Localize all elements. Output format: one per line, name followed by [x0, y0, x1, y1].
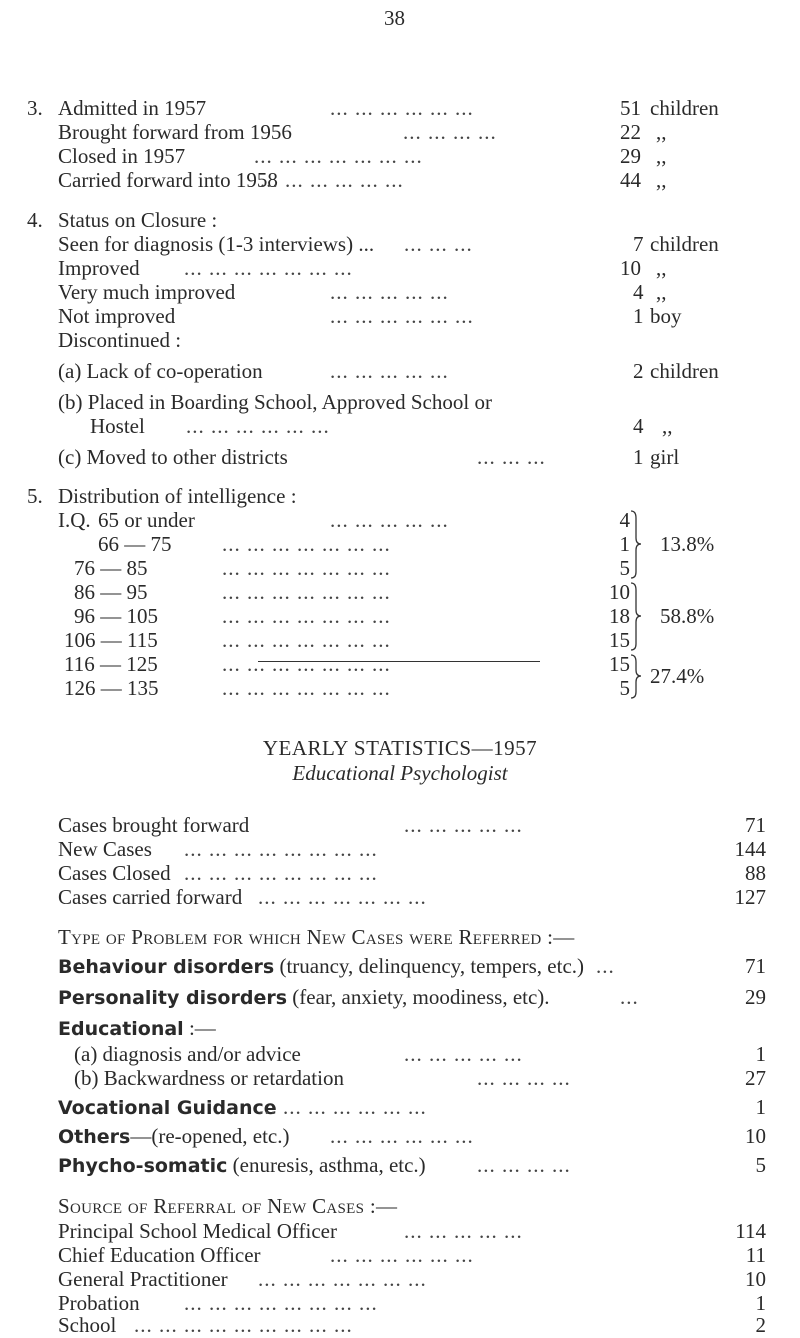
referral-label: Chief Education Officer — [58, 1243, 261, 1267]
very-much-improved-label: Very much improved — [58, 280, 236, 304]
leader-dots: ... ... ... — [477, 445, 546, 469]
iq-range: 66 — 75 — [98, 532, 172, 556]
problem-detail: :— — [183, 1016, 216, 1040]
iq-range: 106 — 115 — [64, 628, 158, 652]
moved-districts-unit: girl — [650, 445, 680, 469]
referral-heading: Source of Referral of New Cases :— — [58, 1194, 398, 1218]
leader-dots: ... ... ... ... ... ... ... — [222, 604, 391, 628]
leader-dots: ... ... ... ... ... ... ... — [254, 144, 423, 168]
grouping-braces — [628, 508, 652, 700]
problem-value: 71 — [745, 954, 766, 978]
referral-label: Probation — [58, 1291, 140, 1315]
group-percent: 13.8% — [660, 532, 715, 556]
leader-dots: ... ... ... ... ... ... — [330, 96, 474, 120]
admitted-label: Admitted in 1957 — [58, 96, 207, 120]
problem-detail: —(re-opened, etc.) — [130, 1124, 290, 1148]
iq-range: 65 or under — [98, 508, 195, 532]
problem-value: 29 — [745, 985, 766, 1009]
ditto-mark: ,, — [656, 168, 667, 192]
iq-count: 5 — [619, 556, 630, 580]
leader-dots: ... — [596, 954, 615, 978]
iq-range: 86 — 95 — [74, 580, 148, 604]
leader-dots: ... ... ... ... ... ... ... — [222, 580, 391, 604]
problem-value: 1 — [755, 1042, 766, 1066]
problem-row — [58, 1124, 290, 1149]
referral-value: 11 — [745, 1243, 766, 1267]
problem-sub-label: (a) diagnosis and/or advice — [74, 1042, 301, 1066]
leader-dots: ... ... ... ... ... — [404, 1219, 523, 1243]
leader-dots: ... ... ... ... ... ... ... ... — [184, 1291, 378, 1315]
leader-dots: ... ... ... ... ... ... ... — [222, 556, 391, 580]
leader-dots: ... ... ... ... — [477, 1066, 571, 1090]
ditto-mark: ,, — [656, 120, 667, 144]
section-5-heading: Distribution of intelligence : — [58, 484, 297, 508]
leader-dots: ... ... ... ... ... ... ... — [222, 532, 391, 556]
problem-row — [58, 1153, 426, 1178]
problem-row — [58, 1016, 216, 1041]
problem-value: 1 — [755, 1095, 766, 1119]
leader-dots: ... ... ... ... — [403, 120, 497, 144]
leader-dots: ... ... ... ... ... ... ... — [184, 256, 353, 280]
problem-value: 5 — [755, 1153, 766, 1177]
ditto-mark: ,, — [656, 144, 667, 168]
problem-value: 10 — [745, 1124, 766, 1148]
leader-dots: ... ... ... ... ... ... — [330, 1243, 474, 1267]
leader-dots: ... ... ... ... ... ... — [330, 304, 474, 328]
iq-count: 1 — [619, 532, 630, 556]
leader-dots: ... ... ... ... ... ... ... — [258, 1267, 427, 1291]
leader-dots: ... ... ... ... ... ... — [330, 1124, 474, 1148]
group-percent: 58.8% — [660, 604, 715, 628]
leader-dots: ... ... ... ... ... — [330, 508, 449, 532]
problem-category: Educational — [58, 1018, 184, 1040]
discontinued-label: Discontinued : — [58, 328, 182, 352]
leader-dots: ... ... ... ... ... — [404, 1042, 523, 1066]
boarding-school-value: 4 — [633, 414, 644, 438]
problem-detail: (enuresis, asthma, etc.) — [227, 1153, 426, 1177]
seen-for-diagnosis-value: 7 — [633, 232, 644, 256]
stats-value: 127 — [734, 885, 766, 909]
iq-count: 10 — [609, 580, 630, 604]
section-4-heading: Status on Closure : — [58, 208, 218, 232]
brought-forward-label: Brought forward from 1956 — [58, 120, 292, 144]
problem-category: Behaviour disorders — [58, 956, 275, 978]
closed-value: 29 — [620, 144, 641, 168]
leader-dots: ... — [620, 985, 639, 1009]
referral-value: 2 — [755, 1313, 766, 1337]
problem-heading: Type of Problem for which New Cases were Referred :— — [58, 925, 575, 949]
problem-value: 27 — [745, 1066, 766, 1090]
problem-row — [58, 985, 550, 1010]
leader-dots: ... ... ... ... ... — [330, 359, 449, 383]
ditto-mark: ,, — [656, 256, 667, 280]
problem-row — [58, 954, 584, 979]
stats-label: Cases Closed — [58, 861, 171, 885]
brace-high — [631, 655, 641, 698]
stats-title: YEARLY STATISTICS—1957 — [262, 736, 538, 760]
ditto-mark: ,, — [656, 280, 667, 304]
iq-count: 15 — [609, 628, 630, 652]
leader-dots: ... ... ... ... ... ... — [186, 414, 330, 438]
improved-label: Improved — [58, 256, 140, 280]
iq-range: 96 — 105 — [74, 604, 158, 628]
iq-prefix: I.Q. — [58, 508, 91, 532]
carried-forward-value: 44 — [620, 168, 641, 192]
very-much-improved-value: 4 — [633, 280, 644, 304]
iq-count: 5 — [619, 676, 630, 700]
leader-dots: ... ... ... ... ... ... ... ... — [184, 861, 378, 885]
problem-category: Vocational Guidance — [58, 1097, 277, 1119]
leader-dots: ... ... ... ... ... — [404, 813, 523, 837]
boarding-school-label: (b) Placed in Boarding School, Approved School or — [58, 390, 492, 414]
stats-value: 71 — [745, 813, 766, 837]
ditto-mark: ,, — [662, 414, 673, 438]
leader-dots: ... ... ... ... ... ... — [260, 168, 404, 192]
lack-of-cooperation-label: (a) Lack of co-operation — [58, 359, 263, 383]
stats-value: 88 — [745, 861, 766, 885]
brought-forward-value: 22 — [620, 120, 641, 144]
referral-value: 114 — [735, 1219, 766, 1243]
leader-dots: ... ... ... ... ... ... ... ... ... — [134, 1313, 353, 1337]
brace-low — [631, 511, 641, 578]
moved-districts-value: 1 — [633, 445, 644, 469]
leader-dots: ... ... ... ... ... ... ... ... — [184, 837, 378, 861]
problem-category: Personality disorders — [58, 987, 288, 1009]
brace-mid — [631, 583, 641, 650]
problem-sub-label: (b) Backwardness or retardation — [74, 1066, 344, 1090]
referral-label: General Practitioner — [58, 1267, 228, 1291]
leader-dots: ... ... ... ... ... ... ... — [222, 676, 391, 700]
stats-value: 144 — [734, 837, 766, 861]
closed-label: Closed in 1957 — [58, 144, 186, 168]
iq-count: 18 — [609, 604, 630, 628]
stats-label: Cases carried forward — [58, 885, 243, 909]
seen-for-diagnosis-label: Seen for diagnosis (1-3 interviews) ... — [58, 232, 375, 256]
moved-districts-label: (c) Moved to other districts — [58, 445, 288, 469]
leader-dots: ... ... ... ... ... ... ... — [222, 628, 391, 652]
section-divider — [258, 661, 540, 662]
referral-value: 10 — [745, 1267, 766, 1291]
leader-dots: ... ... ... ... ... ... ... — [258, 1095, 427, 1119]
lack-of-cooperation-unit: children — [650, 359, 719, 383]
referral-value: 1 — [755, 1291, 766, 1315]
stats-label: New Cases — [58, 837, 152, 861]
leader-dots: ... ... ... ... — [477, 1153, 571, 1177]
section-4-number: 4. — [27, 208, 43, 232]
carried-forward-label: Carried forward into 1958 — [58, 168, 278, 192]
problem-detail: (fear, anxiety, moodiness, etc). — [287, 985, 550, 1009]
not-improved-unit: boy — [650, 304, 682, 328]
iq-range: 76 — 85 — [74, 556, 148, 580]
problem-category: Phycho-somatic — [58, 1155, 228, 1177]
iq-range: 126 — 135 — [64, 676, 159, 700]
problem-detail: (truancy, delinquency, tempers, etc.) — [274, 954, 585, 978]
iq-count: 15 — [609, 652, 630, 676]
referral-label: Principal School Medical Officer — [58, 1219, 337, 1243]
problem-category: Others — [58, 1126, 131, 1148]
referral-label: School — [58, 1313, 117, 1337]
not-improved-value: 1 — [633, 304, 644, 328]
group-percent: 27.4% — [650, 664, 705, 688]
leader-dots: ... ... ... ... ... — [330, 280, 449, 304]
page-number: 38 — [384, 6, 405, 30]
leader-dots: ... ... ... — [404, 232, 473, 256]
problem-row — [58, 1095, 277, 1120]
seen-for-diagnosis-unit: children — [650, 232, 719, 256]
leader-dots: ... ... ... ... ... ... ... — [258, 885, 427, 909]
leader-dots: ... ... ... ... ... ... ... — [222, 652, 391, 676]
stats-label: Cases brought forward — [58, 813, 250, 837]
admitted-value: 51 — [620, 96, 641, 120]
not-improved-label: Not improved — [58, 304, 176, 328]
stats-subtitle: Educational Psychologist — [292, 761, 508, 785]
section-3-number: 3. — [27, 96, 43, 120]
boarding-school-label-cont: Hostel — [90, 414, 145, 438]
iq-range: 116 — 125 — [64, 652, 158, 676]
section-5-number: 5. — [27, 484, 43, 508]
lack-of-cooperation-value: 2 — [633, 359, 644, 383]
admitted-unit: children — [650, 96, 719, 120]
improved-value: 10 — [620, 256, 641, 280]
iq-count: 4 — [619, 508, 630, 532]
